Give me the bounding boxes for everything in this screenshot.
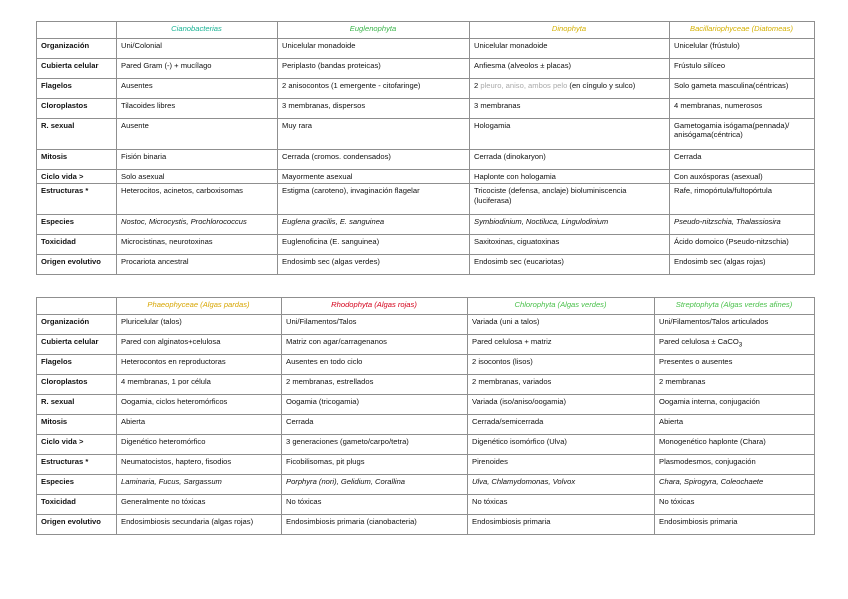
row-label: Origen evolutivo <box>37 515 117 535</box>
table-cell: Fisión binaria <box>117 150 278 170</box>
table-cell: Gametogamia isógama(pennada)/ anisógama(céntrica) <box>670 119 815 150</box>
table-cell: Abierta <box>117 415 282 435</box>
table-cell: 2 isocontos (lisos) <box>468 355 655 375</box>
table-cell: Laminaria, Fucus, Sargassum <box>117 475 282 495</box>
row-label: Estructuras * <box>37 455 117 475</box>
table-cell: Presentes o ausentes <box>655 355 815 375</box>
table-cell: Heterocitos, acinetos, carboxisomas <box>117 184 278 215</box>
row-label: R. sexual <box>37 395 117 415</box>
row-label: Mitosis <box>37 415 117 435</box>
table-row <box>37 39 815 59</box>
co3-subscript: 3 <box>738 341 743 349</box>
table-cell: Euglena gracilis, E. sanguinea <box>278 215 470 235</box>
table-row <box>37 150 815 170</box>
row-label: R. sexual <box>37 119 117 150</box>
table-row <box>37 415 815 435</box>
table-cell: Pared Gram (-) + mucílago <box>117 59 278 79</box>
table-row <box>37 119 815 150</box>
table-cell: Hologamia <box>470 119 670 150</box>
table-cell: Haplonte con hologamia <box>470 170 670 184</box>
table-row <box>37 455 815 475</box>
table-cell: Pared con alginatos+celulosa <box>117 335 282 355</box>
table-cell: Con auxósporas (asexual) <box>670 170 815 184</box>
table-cell: Uni/Colonial <box>117 39 278 59</box>
table-cell: Ácido domoico (Pseudo-nitzschia) <box>670 235 815 255</box>
table-cell: Periplasto (bandas proteicas) <box>278 59 470 79</box>
table-cell: Frústulo silíceo <box>670 59 815 79</box>
table-cell: Unicelular (frústulo) <box>670 39 815 59</box>
table-cell: Endosimbiosis primaria <box>655 515 815 535</box>
table-cell: Chara, Spirogyra, Coleochaete <box>655 475 815 495</box>
table-cell: Pirenoides <box>468 455 655 475</box>
table-row <box>37 495 815 515</box>
row-label: Cloroplastos <box>37 375 117 395</box>
table-cell: Ficobilisomas, pit plugs <box>282 455 468 475</box>
table-cell: Digenético heteromórfico <box>117 435 282 455</box>
row-label: Cloroplastos <box>37 99 117 119</box>
table-cell: Monogenético haplonte (Chara) <box>655 435 815 455</box>
table-cell: Digenético isomórfico (Ulva) <box>468 435 655 455</box>
table-cell: Solo asexual <box>117 170 278 184</box>
header-cianobacterias: Cianobacterias <box>117 22 278 39</box>
table-cell: Uni/Filamentos/Talos <box>282 315 468 335</box>
table-cell: Anfiesma (alveolos ± placas) <box>470 59 670 79</box>
table-cell: Cerrada/semicerrada <box>468 415 655 435</box>
table-cell: Nostoc, Microcystis, Prochlorococcus <box>117 215 278 235</box>
table-row <box>37 355 815 375</box>
row-label: Toxicidad <box>37 495 117 515</box>
table-row <box>37 335 815 355</box>
table-cell <box>655 335 815 355</box>
table-cell: Pared celulosa + matriz <box>468 335 655 355</box>
table-cell: Unicelular monadoide <box>278 39 470 59</box>
header-streptophyta: Streptophyta (Algas verdes afines) <box>655 298 815 315</box>
row-label: Cubierta celular <box>37 59 117 79</box>
header-phaeophyceae: Phaeophyceae (Algas pardas) <box>117 298 282 315</box>
row-label: Organización <box>37 39 117 59</box>
table-cell: Tricociste (defensa, anclaje) bioluminiscencia (luciferasa) <box>470 184 670 215</box>
table-cell: Mayormente asexual <box>278 170 470 184</box>
table-cell: Heterocontos en reproductoras <box>117 355 282 375</box>
header-euglenophyta: Euglenophyta <box>278 22 470 39</box>
table-cell: Ausentes en todo ciclo <box>282 355 468 375</box>
header-dinophyta: Dinophyta <box>470 22 670 39</box>
table-cell: Estigma (caroteno), invaginación flagelar <box>278 184 470 215</box>
table-cell: No tóxicas <box>282 495 468 515</box>
table-cell: Tilacoides libres <box>117 99 278 119</box>
table-cell <box>470 79 670 99</box>
table-row <box>37 435 815 455</box>
row-label: Especies <box>37 475 117 495</box>
table-cell: Neumatocistos, haptero, fisodios <box>117 455 282 475</box>
header-bacillariophyceae: Bacillariophyceae (Diatomeas) <box>670 22 815 39</box>
table-cell: No tóxicas <box>468 495 655 515</box>
table-row <box>37 170 815 184</box>
table-cell: Oogamia, ciclos heteromórficos <box>117 395 282 415</box>
table-cell: 4 membranas, numerosos <box>670 99 815 119</box>
table-row <box>37 79 815 99</box>
table-row <box>37 375 815 395</box>
table-cell: Endosimbiosis secundaria (algas rojas) <box>117 515 282 535</box>
table-cell: 2 membranas <box>655 375 815 395</box>
table-cell: Rafe, rimopórtula/fultopórtula <box>670 184 815 215</box>
header-rhodophyta: Rhodophyta (Algas rojas) <box>282 298 468 315</box>
comparison-table-1 <box>36 21 815 275</box>
table-cell: Muy rara <box>278 119 470 150</box>
table-cell: Plasmodesmos, conjugación <box>655 455 815 475</box>
table-cell: 4 membranas, 1 por célula <box>117 375 282 395</box>
header-chlorophyta: Chlorophyta (Algas verdes) <box>468 298 655 315</box>
table-row <box>37 215 815 235</box>
table-cell: 3 membranas, dispersos <box>278 99 470 119</box>
table-cell: Unicelular monadoide <box>470 39 670 59</box>
table-cell: Solo gameta masculina(céntricas) <box>670 79 815 99</box>
table-cell: Cerrada (cromos. condensados) <box>278 150 470 170</box>
table-cell: Cerrada <box>670 150 815 170</box>
table-row <box>37 184 815 215</box>
table-header-row <box>37 298 815 315</box>
table-cell: 2 membranas, variados <box>468 375 655 395</box>
table-cell: Variada (uni a talos) <box>468 315 655 335</box>
row-label: Origen evolutivo <box>37 255 117 275</box>
table-cell: Uni/Filamentos/Talos articulados <box>655 315 815 335</box>
table-cell: Endosimb sec (eucariotas) <box>470 255 670 275</box>
table-cell: Variada (iso/aniso/oogamia) <box>468 395 655 415</box>
header-empty-cell <box>37 22 117 39</box>
table-cell: Procariota ancestral <box>117 255 278 275</box>
table-row <box>37 235 815 255</box>
table-cell: Pseudo-nitzschia, Thalassiosira <box>670 215 815 235</box>
table-cell: No tóxicas <box>655 495 815 515</box>
table-cell: Cerrada (dinokaryon) <box>470 150 670 170</box>
row-label: Flagelos <box>37 355 117 375</box>
table-cell: Pluricelular (talos) <box>117 315 282 335</box>
table-row <box>37 99 815 119</box>
table-cell: Oogamia (tricogamia) <box>282 395 468 415</box>
row-label: Flagelos <box>37 79 117 99</box>
table-row <box>37 315 815 335</box>
table-row <box>37 475 815 495</box>
table-cell: Euglenoficina (E. sanguinea) <box>278 235 470 255</box>
table-cell: Ausentes <box>117 79 278 99</box>
row-label: Especies <box>37 215 117 235</box>
header-empty-cell <box>37 298 117 315</box>
table-header-row <box>37 22 815 39</box>
row-label: Estructuras * <box>37 184 117 215</box>
table-cell: 2 anisocontos (1 emergente - citofaringe) <box>278 79 470 99</box>
cell-text: Pared celulosa ± CaCO <box>659 337 739 346</box>
table-cell: Endosimb sec (algas rojas) <box>670 255 815 275</box>
table-row <box>37 255 815 275</box>
table-cell: Generalmente no tóxicas <box>117 495 282 515</box>
comparison-table-2 <box>36 297 815 535</box>
table-row <box>37 395 815 415</box>
table-cell: Endosimb sec (algas verdes) <box>278 255 470 275</box>
table-cell: Porphyra (nori), Gelidium, Corallina <box>282 475 468 495</box>
dino-flag-count: 2 <box>474 81 481 90</box>
table-cell: Saxitoxinas, ciguatoxinas <box>470 235 670 255</box>
row-label: Mitosis <box>37 150 117 170</box>
row-label: Organización <box>37 315 117 335</box>
row-label: Ciclo vida > <box>37 435 117 455</box>
row-label: Ciclo vida > <box>37 170 117 184</box>
table-cell: Symbiodinium, Noctiluca, Lingulodinium <box>470 215 670 235</box>
row-label: Toxicidad <box>37 235 117 255</box>
table-cell: 3 generaciones (gameto/carpo/tetra) <box>282 435 468 455</box>
table-cell: 2 membranas, estrellados <box>282 375 468 395</box>
table-cell: Ulva, Chlamydomonas, Volvox <box>468 475 655 495</box>
dino-flag-location: (en cíngulo y sulco) <box>567 81 636 90</box>
table-cell: Microcistinas, neurotoxinas <box>117 235 278 255</box>
table-cell: Ausente <box>117 119 278 150</box>
table-cell: Endosimbiosis primaria <box>468 515 655 535</box>
dino-flag-muted-note: pleuro, aniso, ambos pelo <box>480 81 568 90</box>
table-cell: Endosimbiosis primaria (cianobacteria) <box>282 515 468 535</box>
table-cell: Matriz con agar/carragenanos <box>282 335 468 355</box>
table-cell: Oogamia interna, conjugación <box>655 395 815 415</box>
table-cell: Abierta <box>655 415 815 435</box>
table-row <box>37 59 815 79</box>
row-label: Cubierta celular <box>37 335 117 355</box>
table-cell: Cerrada <box>282 415 468 435</box>
table-row <box>37 515 815 535</box>
table-cell: 3 membranas <box>470 99 670 119</box>
